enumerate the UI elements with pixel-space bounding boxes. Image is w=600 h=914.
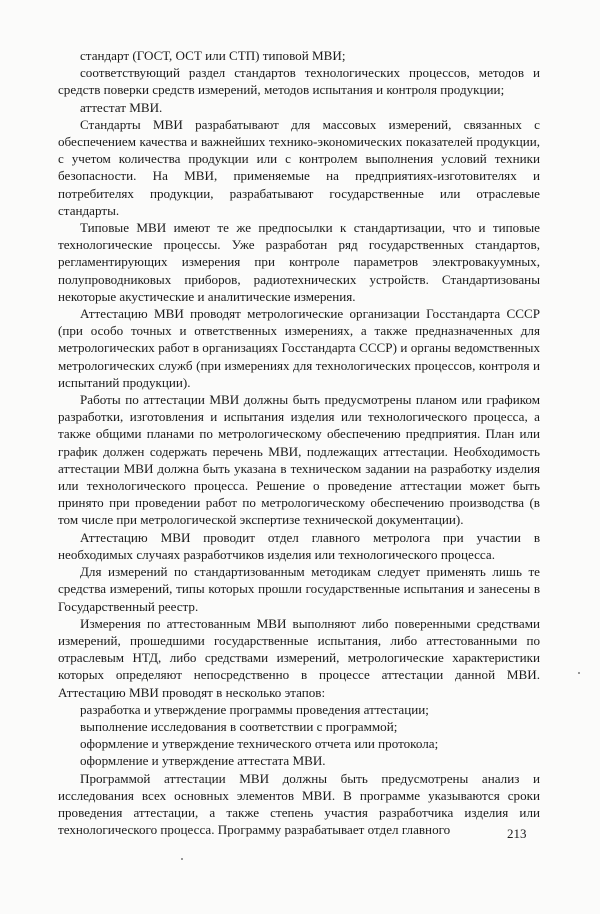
list-item: оформление и утверждение аттестата МВИ.: [80, 753, 326, 769]
list-item: оформление и утверждение технического отчета или протокола;: [80, 736, 439, 752]
page-number: 213: [507, 826, 527, 841]
list-item: стандарт (ГОСТ, ОСТ или СТП) типовой МВИ;: [80, 48, 346, 63]
paragraph: Программой аттестации МВИ должны быть предусмотрены анализ и исследования всех основных элементов МВИ. В программе указываются сроки проведения аттестации, а также степень участия разработчика изделия или технологического процесса. Программу разрабатывает отдел главного: [58, 770, 540, 838]
list-item: аттестат МВИ.: [80, 99, 163, 115]
body-text: [58, 47, 540, 838]
scan-speck: [181, 858, 183, 860]
list-item: соответствующий раздел стандартов технологических процессов, методов и средств поверки средств измерений, методов испытания и контроля продукции;: [58, 65, 540, 98]
list-item: выполнение исследования в соответствии с программой;: [80, 718, 398, 734]
list-item: разработка и утверждение программы проведения аттестации;: [80, 701, 429, 717]
paragraph: Измерения по аттестованным МВИ выполняют либо поверенными средствами измерений, прошедшими государственные испытания, либо аттестованными по отраслевым НТД, либо средствами измерений, метрологические характеристики которых определяют непосредственно в процессе аттестации данной МВИ. Аттестацию МВИ проводят в несколько этапов:: [58, 615, 540, 700]
paragraph: Аттестацию МВИ проводит отдел главного метролога при участии в необходимых случаях разработчиков изделия или технологического процесса.: [58, 529, 540, 562]
scan-speck: [578, 672, 580, 674]
paragraph: Аттестацию МВИ проводят метрологические организации Госстандарта СССР (при особо точных и ответственных измерениях, а также предназначенных для метрологических работ в организациях Госстандарта СССР) и органы ведомственных метрологических служб (при измерениях для технологических процессов, контроля и испытаний продукции).: [58, 306, 540, 390]
paragraph: Стандарты МВИ разрабатывают для массовых измерений, связанных с обеспечением качества и важнейших технико-экономических показателей продукции, с учетом количества продукции или с контролем выполнения условий техники безопасности. На МВИ, применяемые на предприятиях-изготовителях и потребителях продукции, разрабатывают государственные или отраслевые стандарты.: [58, 116, 540, 218]
paragraph: Для измерений по стандартизованным методикам следует применять лишь те средства измерений, типы которых прошли государственные испытания и занесены в Государственный реестр.: [58, 564, 540, 614]
paragraph: Типовые МВИ имеют те же предпосылки к стандартизации, что и типовые технологические процессы. Уже разработан ряд государственных стандартов, регламентирующих измерения при контроле параметров электровакуумных, полупроводниковых приборов, радиотехнических устройств. Стандартизованы некоторые акустические и аналитические измерения.: [58, 220, 540, 304]
paragraph: Работы по аттестации МВИ должны быть предусмотрены планом или графиком разработки, изготовления и испытания изделия или технологического процесса, а также общими планами по метрологическому обеспечению предприятия. План или график должен содержать перечень МВИ, подлежащих аттестации. Необходимость аттестации МВИ должна быть указана в техническом задании на разработку изделия или технологического процесса. Решение о проведение аттестации может быть принято при проведении работ по метрологическому обеспечению производства (в том числе при метрологической экспертизе технической документации).: [58, 392, 540, 528]
